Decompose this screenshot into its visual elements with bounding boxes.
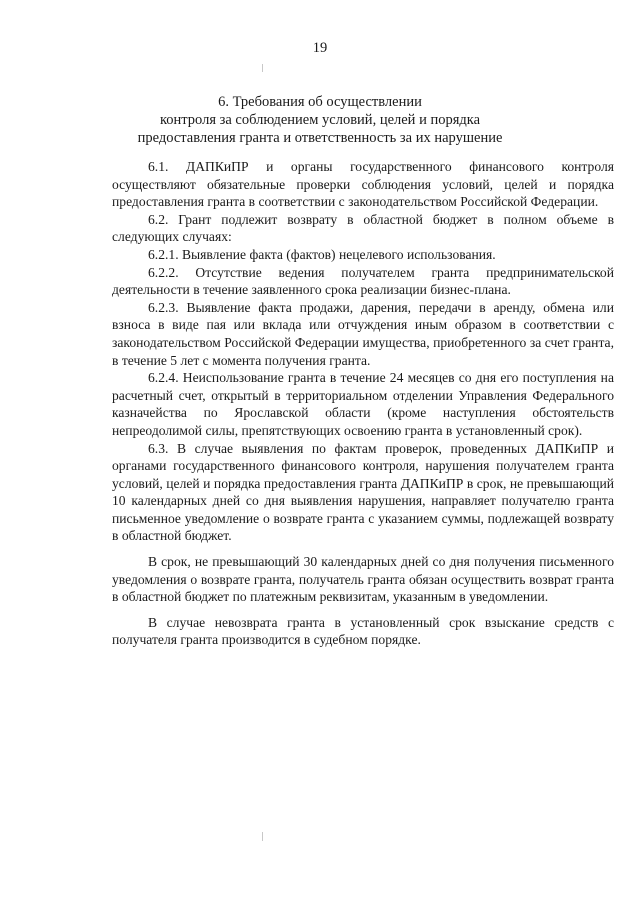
paragraph-6-2-4: 6.2.4. Неиспользование гранта в течение 24 месяцев со дня его поступления на расчетный счет, открытый в территориальном отделении Управления Федерального казначейства по Ярославской области (кроме наступления обстоятельств непреодолимой силы, препятствующих освоению гранта в установленный срок).	[112, 370, 614, 438]
paragraph-6-1: 6.1. ДАПКиПР и органы государственного финансового контроля осуществляют обязательные проверки соблюдения условий, целей и порядка предоставления гранта в соответствии с законодательством Российской Федерации.	[112, 159, 614, 210]
section-title-line-3: предоставления гранта и ответственность за их нарушение	[137, 130, 503, 146]
paragraph-6-3: 6.3. В случае выявления по фактам проверок, проведенных ДАПКиПР и органами государственного финансового контроля, нарушения получателем гранта условий, целей и порядка предоставления гранта ДАПКиПР в срок, не превышающий 10 календарных дней со дня выявления нарушения, направляет получателю гранта письменное уведомление о возврате гранта с указанием суммы, подлежащей возврату в областной бюджет.	[112, 440, 614, 544]
paragraph-court-recovery: В случае невозврата гранта в установленный срок взыскание средств с получателя гранта производится в судебном порядке.	[112, 614, 614, 648]
paragraph-6-2: 6.2. Грант подлежит возврату в областной бюджет в полном объеме в следующих случаях:	[112, 211, 614, 245]
paragraph-6-2-1: 6.2.1. Выявление факта (фактов) нецелевого использования.	[148, 246, 496, 262]
paragraph-return-deadline: В срок, не превышающий 30 календарных дней со дня получения письменного уведомления о возврате гранта, получатель гранта обязан осуществить возврат гранта в областной бюджет по платежным реквизитам, указанным в уведомлении.	[112, 554, 614, 605]
paragraph-6-2-2: 6.2.2. Отсутствие ведения получателем гранта предпринимательской деятельности в течение заявленного срока реализации бизнес-плана.	[112, 264, 614, 298]
scan-mark	[262, 832, 263, 841]
scan-mark	[262, 64, 263, 72]
document-body	[112, 158, 614, 649]
section-title-line-1: 6. Требования об осуществлении	[218, 94, 422, 110]
page-number: 19	[312, 40, 328, 56]
section-title	[110, 93, 530, 147]
section-title-line-2: контроля за соблюдением условий, целей и порядка	[159, 112, 481, 128]
paragraph-6-2-3: 6.2.3. Выявление факта продажи, дарения, передачи в аренду, обмена или взноса в виде пая или вклада или отчуждения иным образом в соответствии с законодательством Российской Федерации имущества, приобретенного за счет гранта, в течение 5 лет с момента получения гранта.	[112, 299, 614, 368]
